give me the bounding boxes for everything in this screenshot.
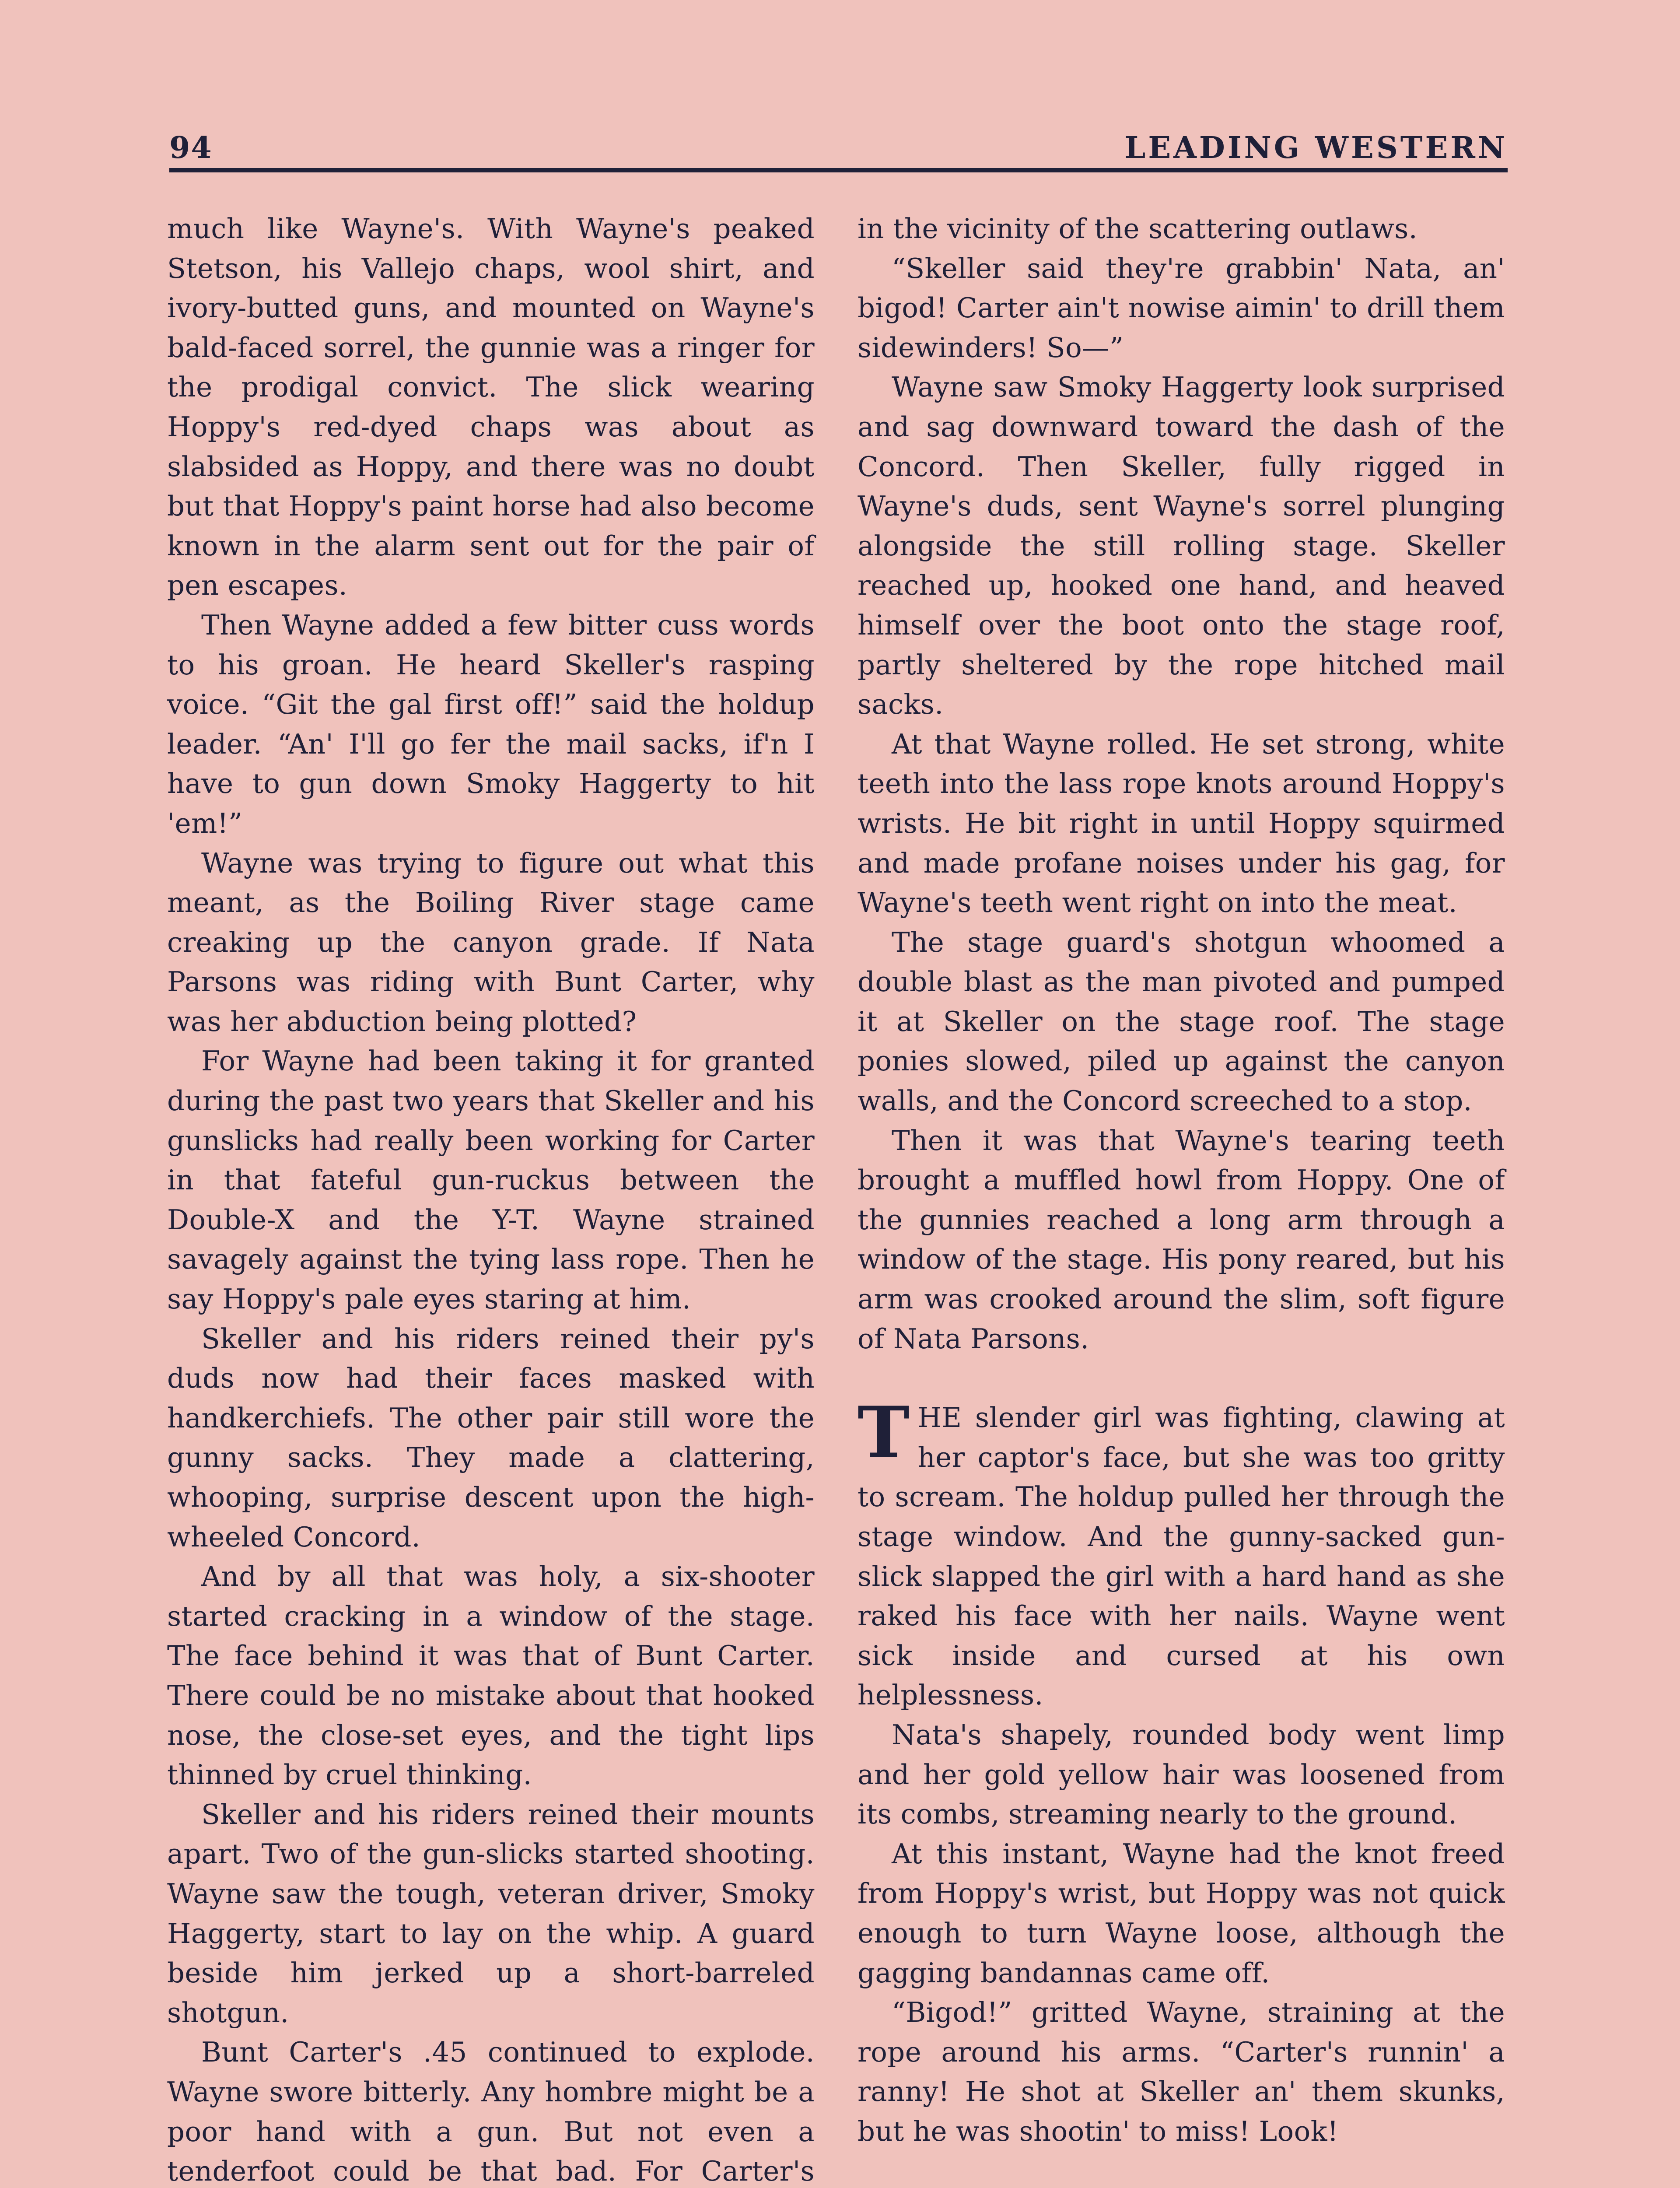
paragraph: Then it was that Wayne's tearing teeth brought a muffled howl from Hoppy. One of the gunnies reached a long arm through a window of the stage. His pony reared, but his arm was crooked around the slim, soft figure of Nata Parsons.: [858, 1124, 1505, 1355]
paragraph: For Wayne had been taking it for granted during the past two years that Skeller and his gunslicks had really been working for Carter in that fateful gun-ruckus between the Double-X and the Y-T. Wayne strained savagely against the tying lass rope. Then he say Hoppy's pale eyes staring at him.: [167, 1045, 815, 1315]
paragraph: Then Wayne added a few bitter cuss words to his groan. He heard Skeller's rasping voice. “Git the gal first off!” said the holdup leader. “An' I'll go fer the mail sacks, if'n I have to gun down Smoky Haggerty to hit 'em!”: [167, 609, 815, 839]
page-header: [169, 126, 1508, 174]
paragraph: Skeller and his riders reined their py's duds now had their faces masked with handkerchiefs. The other pair still wore the gunny sacks. They made a clattering, whooping, surprise descent upon the high-wheeled Concord.: [167, 1322, 815, 1553]
paragraph: At this instant, Wayne had the knot freed from Hoppy's wrist, but Hoppy was not quick enough to turn Wayne loose, although the gagging bandannas came off.: [858, 1837, 1505, 1989]
running-title: LEADING WESTERN: [1124, 130, 1508, 165]
paragraph: Wayne was trying to figure out what this meant, as the Boiling River stage came creaking up the canyon grade. If Nata Parsons was riding with Bunt Carter, why was her abduction being plotted?: [167, 847, 815, 1038]
paragraph: Wayne saw Smoky Haggerty look surprised and sag downward toward the dash of the Concord. Then Skeller, fully rigged in Wayne's duds, sent Wayne's sorrel plunging alongside the still rolling stage. Skeller reached up, hooked one hand, and heaved himself over the boot onto the stage roof, partly sheltered by the rope hitched mail sacks.: [858, 371, 1505, 721]
paragraph: Nata's shapely, rounded body went limp and her gold yellow hair was loosened from its combs, streaming nearly to the ground.: [858, 1718, 1505, 1830]
paragraph: in the vicinity of the scattering outlaws.: [858, 213, 1418, 245]
paragraph: “Skeller said they're grabbin' Nata, an' bigod! Carter ain't nowise aimin' to drill them sidewinders! So—”: [858, 252, 1505, 364]
paragraph: At that Wayne rolled. He set strong, white teeth into the lass rope knots around Hoppy's wrists. He bit right in until Hoppy squirmed and made profane noises under his gag, for Wayne's teeth went right on into the meat.: [858, 728, 1505, 919]
page-number: 94: [169, 130, 213, 165]
paragraph: The stage guard's shotgun whoomed a double blast as the man pivoted and pumped it at Skeller on the stage roof. The stage ponies slowed, piled up against the canyon walls, and the Concord screeched to a stop.: [858, 926, 1505, 1117]
left-column: [167, 209, 815, 2188]
section-opening-text: HE slender girl was fighting, clawing at her captor's face, but she was too gritty to scream. The holdup pulled her through the stage window. And the gunny-sacked gun-slick slapped the girl with a hard hand as she raked his face with her nails. Wayne went sick inside and cursed at his own helplessness.: [858, 1402, 1505, 1711]
section-opening-paragraph: [858, 1391, 1505, 1715]
paragraph: Skeller and his riders reined their mounts apart. Two of the gun-slicks started shooting. Wayne saw the tough, veteran driver, Smoky Haggerty, start to lay on the whip. A guard beside him jerked up a short-barreled shotgun.: [167, 1798, 815, 2029]
paragraph: And by all that was holy, a six-shooter started cracking in a window of the stage. The face behind it was that of Bunt Carter. There could be no mistake about that hooked nose, the close-set eyes, and the tight lips thinned by cruel thinking.: [167, 1560, 815, 1791]
paragraph: “Bigod!” gritted Wayne, straining at the rope around his arms. “Carter's runnin' a ranny! He shot at Skeller an' them skunks, but he was shootin' to miss! Look!: [858, 1996, 1505, 2147]
drop-cap: T: [858, 1391, 910, 1474]
header-rule: [169, 168, 1508, 172]
paragraph: Bunt Carter's .45 continued to explode. Wayne swore bitterly. Any hombre might be a poor hand with a gun. But not even a tenderfoot could be that bad. For Carter's: [167, 2036, 815, 2188]
paragraph: much like Wayne's. With Wayne's peaked Stetson, his Vallejo chaps, wool shirt, and ivory-butted guns, and mounted on Wayne's bald-faced sorrel, the gunnie was a ringer for the prodigal convict. The slick wearing Hoppy's red-dyed chaps was about as slabsided as Hoppy, and there was no doubt but that Hoppy's paint horse had also become known in the alarm sent out for the pair of pen escapes.: [167, 213, 815, 602]
right-column: [858, 209, 1505, 2152]
